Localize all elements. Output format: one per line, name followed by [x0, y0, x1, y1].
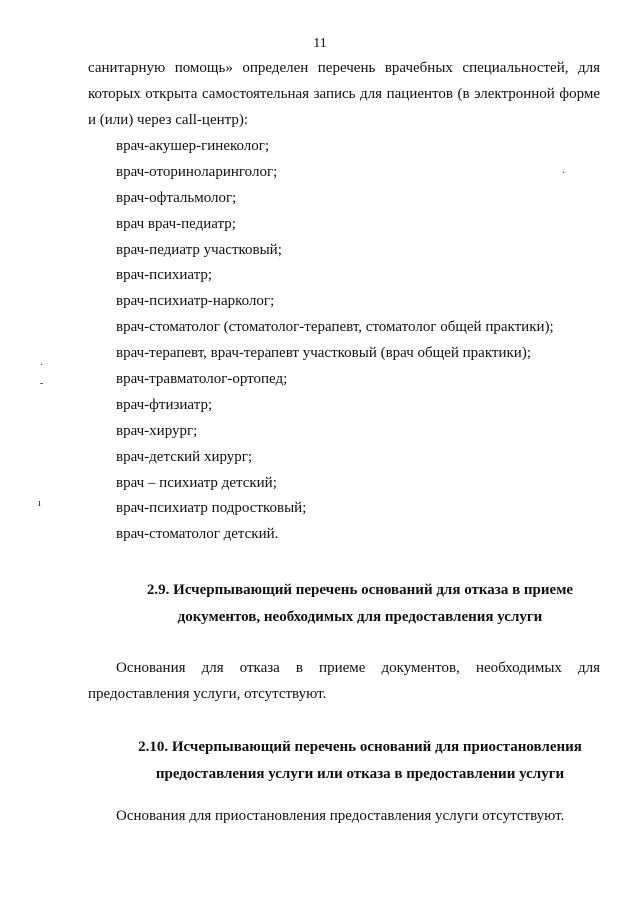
- list-item: врач-акушер-гинеколог;: [116, 138, 270, 154]
- list-item: врач-офтальмолог;: [116, 189, 237, 206]
- list-item: врач-стоматолог (стоматолог-терапевт, стоматолог общей практики);: [116, 319, 554, 336]
- list-item: врач-оториноларинголог;: [116, 163, 278, 180]
- list-item: врач-педиатр участковый;: [116, 241, 282, 258]
- section-heading-line: 2.10. Исчерпывающий перечень оснований для приостановления: [138, 739, 582, 755]
- specialty-list: [116, 134, 554, 548]
- list-item: врач врач-педиатр;: [116, 215, 236, 232]
- scan-speck: ı: [38, 498, 41, 509]
- intro-paragraph: санитарную помощь» определен перечень врачебных специальностей, для которых открыта самостоятельная запись для пациентов (в электронной форме и (или) через call-центр):: [88, 60, 600, 128]
- section-heading-line: 2.9. Исчерпывающий перечень оснований для отказа в приеме: [146, 582, 574, 598]
- list-item: врач-травматолог-ортопед;: [116, 371, 288, 388]
- section-heading-2-10: [100, 734, 620, 788]
- section-body-2-9: Основания для отказа в приеме документов, необходимых для предоставления услуги, отсутствуют.: [88, 660, 600, 702]
- list-item: врач-психиатр-нарколог;: [116, 293, 275, 310]
- section-heading-line: документов, необходимых для предоставления услуги: [177, 609, 543, 625]
- list-item: врач-психиатр;: [116, 267, 213, 284]
- list-item: врач – психиатр детский;: [116, 474, 277, 491]
- list-item: врач-хирург;: [116, 422, 198, 439]
- list-item: врач-психиатр подростковый;: [116, 500, 307, 517]
- list-item: врач-фтизиатр;: [116, 396, 213, 413]
- page-number: 11: [313, 36, 327, 51]
- section-heading-2-9: [100, 577, 620, 631]
- list-item: врач-терапевт, врач-терапевт участковый (врач общей практики);: [116, 345, 531, 362]
- list-item: врач-детский хирург;: [116, 448, 253, 465]
- section-heading-line: предоставления услуги или отказа в предоставлении услуги: [155, 766, 565, 782]
- section-body-2-10: Основания для приостановления предоставления услуги отсутствуют.: [116, 808, 565, 824]
- list-item: врач-стоматолог детский.: [116, 526, 279, 543]
- scan-speck: ·: [40, 360, 44, 371]
- scan-speck: -: [40, 378, 44, 389]
- scan-speck: ·: [562, 168, 566, 179]
